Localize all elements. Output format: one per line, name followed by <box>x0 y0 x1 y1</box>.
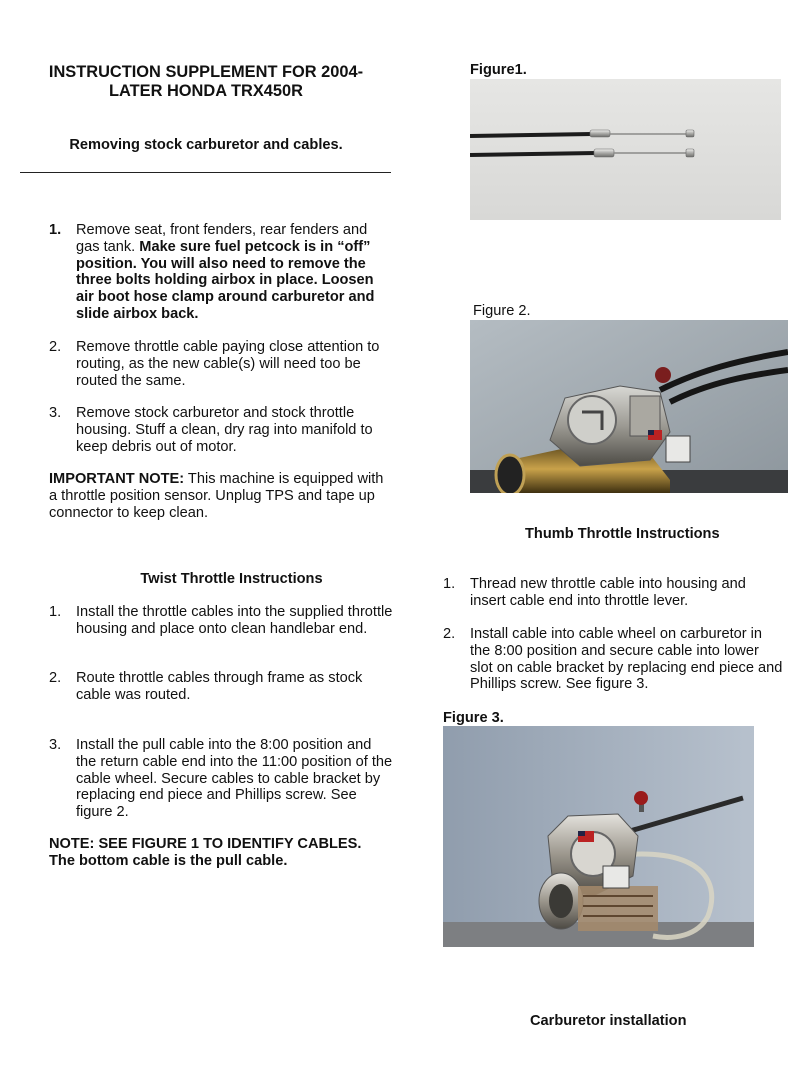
step-text: Remove stock carburetor and stock throttle housing. Stuff a clean, dry rag into manifold to keep debris out of motor. <box>76 405 373 455</box>
title-line-1: INSTRUCTION SUPPLEMENT FOR 2004- <box>48 63 364 81</box>
title-line-2: LATER HONDA TRX450R <box>109 81 303 100</box>
section-heading-thumb: Thumb Throttle Instructions <box>525 526 720 542</box>
important-note <box>49 471 391 521</box>
figure-3-photo <box>443 726 754 947</box>
step-number: 3. <box>49 405 62 421</box>
step-number: 2. <box>49 670 62 686</box>
figure-2-label: Figure 2. <box>473 303 531 319</box>
step-text: Install cable into cable wheel on carburetor in the 8:00 position and secure cable into lower slot on cable bracket by replacing end piece and Phillips screw. See figure 3. <box>470 626 783 693</box>
step-number: 2. <box>443 626 456 642</box>
step-number: 3. <box>49 737 62 753</box>
section-divider <box>20 172 391 173</box>
figure-1-label: Figure1. <box>470 62 527 78</box>
cables-illustration <box>470 79 781 220</box>
section-heading-twist: Twist Throttle Instructions <box>140 571 323 587</box>
important-text: This machine is equipped with a throttle position sensor. Unplug TPS and tape up connector to keep clean. <box>49 471 384 521</box>
step-number: 1. <box>49 604 62 620</box>
figure-1-photo <box>470 79 781 220</box>
step-number: 2. <box>49 339 62 355</box>
important-label: IMPORTANT NOTE: <box>49 471 185 487</box>
step-text: Route throttle cables through frame as stock cable was routed. <box>76 670 363 703</box>
step-text: Remove seat, front fenders, rear fenders and gas tank. <box>76 222 368 255</box>
step-text: Thread new throttle cable into housing and insert cable end into throttle lever. <box>470 576 746 609</box>
section-heading-removing: Removing stock carburetor and cables. <box>69 137 343 153</box>
carburetor-thumb-illustration <box>443 726 754 947</box>
page-title <box>20 63 392 100</box>
carburetor-twist-illustration <box>470 320 788 493</box>
cable-note-line-1: NOTE: SEE FIGURE 1 TO IDENTIFY CABLES. <box>49 836 362 852</box>
figure-2-photo <box>470 320 788 493</box>
section-heading-carb: Carburetor installation <box>530 1013 687 1029</box>
step-text: Install the throttle cables into the supplied throttle housing and place onto clean handlebar end. <box>76 604 393 637</box>
step-number: 1. <box>443 576 456 592</box>
step-text: Install the pull cable into the 8:00 position and the return cable end into the 11:00 position of the cable wheel. Secure cables to cable bracket by replacing end piece and Phillips screw. See figure 2. <box>76 737 393 821</box>
step-warning: Make sure fuel petcock is in “off” position. You will also need to remove the three bolts holding airbox in place. Loosen air boot hose clamp around carburetor and slide airbox back. <box>76 238 375 322</box>
figure-3-label: Figure 3. <box>443 710 504 726</box>
step-number: 1. <box>49 222 62 238</box>
cable-note-line-2: The bottom cable is the pull cable. <box>49 852 288 869</box>
cable-note <box>49 836 394 870</box>
step-text: Remove throttle cable paying close attention to routing, as the new cable(s) will need too be routed the same. <box>76 339 380 389</box>
